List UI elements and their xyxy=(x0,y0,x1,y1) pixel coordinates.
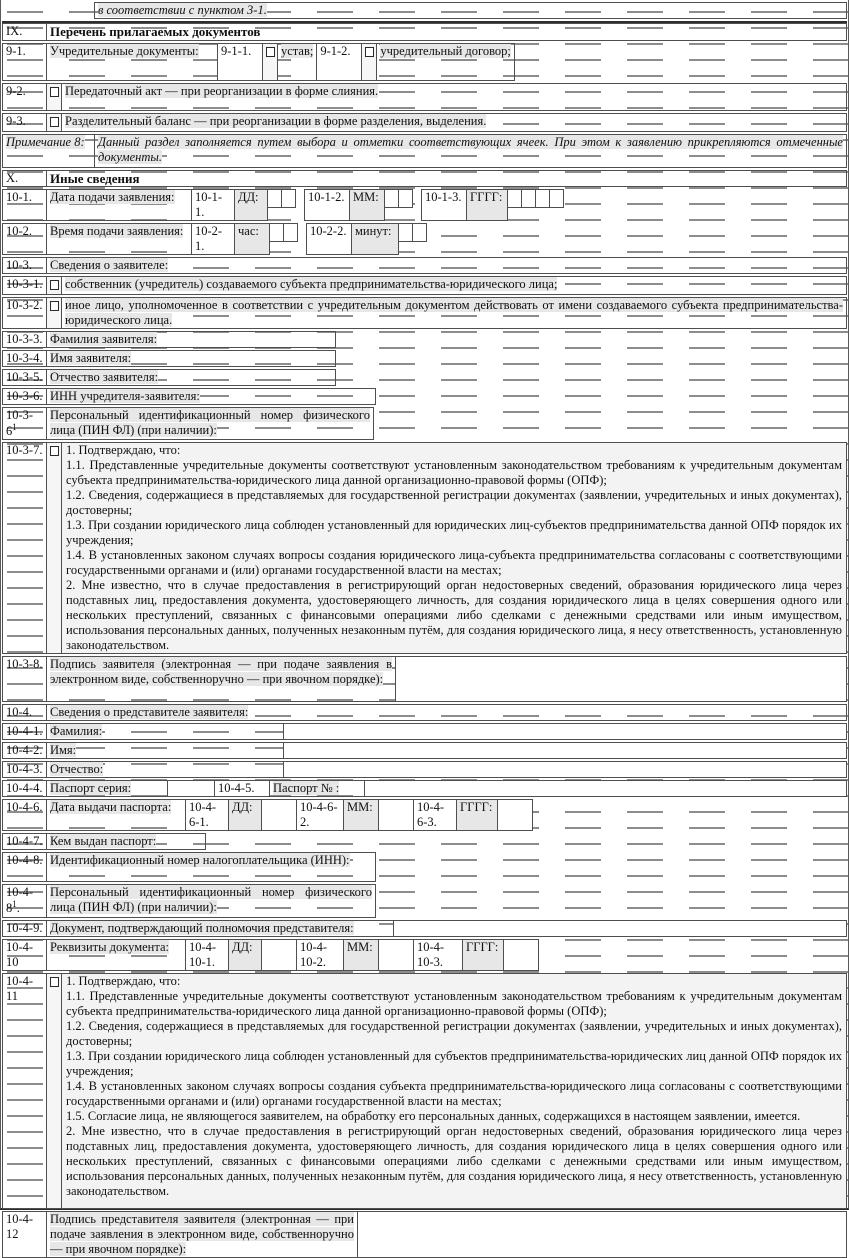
checkbox[interactable] xyxy=(46,973,62,1209)
row-number: 10-4-3. xyxy=(2,761,47,778)
row-number: 10-4-8. xyxy=(2,852,47,882)
field-label: Персональный идентификационный номер физического лица (ПИН ФЛ) (при наличии): xyxy=(46,884,376,917)
row-note-8 xyxy=(2,134,847,168)
digit-box[interactable] xyxy=(507,189,522,208)
row-10-1 xyxy=(2,189,847,221)
row-number: 10-4-6. xyxy=(2,799,47,831)
note-text: Данный раздел заполняется путем выбора и отметки соответствующих ячеек. При этом к заявлению прикрепляются отмеченные документы. xyxy=(94,134,847,168)
field-label: Подпись заявителя (электронная — при подаче заявления в электронном виде, собственноручно — при явочном порядке): xyxy=(46,656,396,702)
confirmation-paragraph: 1.4. В установленных законом случаях вопросы создания субъекта предпринимательства-юридического лица согласованы с соответствующими государственными органами и (или) органами государственной власти на местах; xyxy=(66,1078,842,1108)
row-10-3 xyxy=(2,257,847,274)
row-number: 10-3-2. xyxy=(2,297,47,329)
digit-cells xyxy=(269,223,298,255)
checkbox-icon xyxy=(50,977,59,987)
row-number: 10-3-4. xyxy=(2,350,47,367)
input-field[interactable] xyxy=(395,656,847,702)
digit-box[interactable] xyxy=(269,223,284,242)
spacer xyxy=(335,350,847,367)
confirmation-paragraph: 1.2. Сведения, содержащиеся в представляемых для государственной регистрации документах (заявлении, учредительных и иных документах), достоверны; xyxy=(66,1018,842,1048)
confirmation-text xyxy=(61,442,847,654)
option-label: Передаточный акт — при реорганизации в форме слияния. xyxy=(61,83,847,111)
row-10-4-10 xyxy=(2,939,847,971)
spacer xyxy=(532,799,847,831)
row-10-4-7 xyxy=(2,833,847,850)
row-number: IX. xyxy=(2,23,47,41)
note-label: Примечание 8: xyxy=(2,134,95,168)
spacer xyxy=(426,223,847,255)
field-label: Дата подачи заявления: xyxy=(46,189,192,221)
input-field[interactable] xyxy=(497,799,533,831)
row-number: 10-1. xyxy=(2,189,47,221)
confirmation-paragraph: 2. Мне известно, что в случае предоставления в регистрирующий орган недостоверных сведений, образования юридического лица через подставных лиц, предоставления документа, удостоверяющего личность, для создания юридического лица в целях совершения одного или нескольких преступлений, связанных с финансовыми операциями либо сделками с денежными средствами или иным имуществом, использования персональных данных, полученных незаконным путём, для создания юридического лица, я несу ответственность, установленную законодательством. xyxy=(66,1123,842,1198)
row-9-2 xyxy=(2,83,847,111)
checkbox-icon xyxy=(50,117,59,127)
option-label: Разделительный баланс — при реорганизации в форме разделения, выделения. xyxy=(61,113,847,132)
date-unit-label: ДД: xyxy=(234,189,268,221)
field-label: Подпись представителя заявителя (электронная — при подаче заявления в электронном виде, собственноручно — при явочном порядке): xyxy=(46,1211,358,1258)
confirmation-paragraph: 1.3. При создании юридического лица соблюден установленный для юридических лиц-субъектов предпринимательства данной ОПФ порядок их учреждения; xyxy=(66,518,842,548)
field-code: 10-4-5. xyxy=(214,780,270,797)
row-10-3-4 xyxy=(2,350,847,367)
row-number: 10-3-5. xyxy=(2,369,47,386)
spacer xyxy=(538,939,847,971)
row-section-x xyxy=(2,170,847,188)
input-field[interactable] xyxy=(378,799,414,831)
checkbox[interactable] xyxy=(46,442,62,654)
row-number: $10-4-8^1$. xyxy=(2,884,47,917)
digit-box[interactable] xyxy=(535,189,550,208)
digit-box[interactable] xyxy=(281,189,296,208)
section-title: Перечень прилагаемых документов xyxy=(46,23,847,41)
field-label: Фамилия: xyxy=(46,723,284,740)
digit-cells xyxy=(507,189,564,221)
confirmation-paragraph: 2. Мне известно, что в случае предоставления в регистрирующий орган недостоверных сведений, образования юридического лица через подставных лиц, предоставления документа, удостоверяющего личность, для создания юридического лица в целях совершения одного или нескольких преступлений, связанных с финансовыми операциями либо сделками с денежными средствами или иным имуществом, использования персональных данных, полученных незаконным путём, для создания юридического лица, я несу ответственность, установленную законодательством. xyxy=(66,578,842,653)
spacer xyxy=(2,2,95,19)
row-10-3-5 xyxy=(2,369,847,386)
option-label: устав; xyxy=(277,43,317,81)
row-number: 10-3-1. xyxy=(2,276,47,295)
row-number: 10-4-9. xyxy=(2,920,47,937)
field-code: 10-4-10-2. xyxy=(296,939,344,971)
row-10-3-2 xyxy=(2,297,847,329)
row-10-4-1 xyxy=(2,723,847,740)
row-10-4 xyxy=(2,704,847,721)
row-10-3-1 xyxy=(2,276,847,295)
row-continuation xyxy=(2,2,847,19)
date-unit-label: ГГГГ: xyxy=(466,189,508,221)
row-number: 10-3-3. xyxy=(2,331,47,348)
field-code: 10-1-2. xyxy=(304,189,350,221)
row-10-4-12 xyxy=(2,1211,847,1258)
section-title: Иные сведения xyxy=(46,170,847,188)
field-code: 10-2-2. xyxy=(306,223,352,255)
digit-cells xyxy=(384,189,413,221)
date-unit-label: ММ: xyxy=(349,189,385,221)
date-unit-label: минут: xyxy=(351,223,399,255)
digit-box[interactable] xyxy=(398,223,413,242)
date-unit-label: ГГГГ: xyxy=(456,799,498,831)
field-code: 10-4-10-3. xyxy=(413,939,463,971)
input-field[interactable] xyxy=(283,723,847,740)
checkbox[interactable] xyxy=(361,43,377,81)
row-10-3-6-1 xyxy=(2,407,847,440)
date-unit-label: ГГГГ: xyxy=(462,939,504,971)
row-10-4-2 xyxy=(2,742,847,759)
row-10-4-8 xyxy=(2,852,847,882)
checkbox[interactable] xyxy=(46,276,62,295)
date-unit-label: ДД: xyxy=(228,799,262,831)
confirmation-paragraph: 1.1. Представленные учредительные документы соответствуют установленным законодательством требованиям к учредительным документам субъекта предпринимательства-юридического лица данной организационно-правовой формы (ОПФ); xyxy=(66,458,842,488)
row-10-3-7 xyxy=(2,442,847,654)
digit-cells xyxy=(398,223,427,255)
date-unit-label: ММ: xyxy=(343,939,379,971)
field-label: Паспорт № : xyxy=(269,780,365,797)
spacer xyxy=(375,884,847,917)
input-field[interactable] xyxy=(283,742,847,759)
checkbox[interactable] xyxy=(262,43,278,81)
checkbox-icon xyxy=(50,301,59,311)
input-field[interactable] xyxy=(167,780,215,797)
confirmation-paragraph: 1. Подтверждаю, что: xyxy=(66,973,181,988)
field-label: Имя заявителя: xyxy=(46,350,336,367)
field-label: Дата выдачи паспорта: xyxy=(46,799,186,831)
spacer xyxy=(514,43,847,81)
field-code: 10-4-6-1. xyxy=(185,799,229,831)
checkbox-icon xyxy=(50,87,59,97)
date-unit-label: ДД: xyxy=(228,939,262,971)
digit-box[interactable] xyxy=(384,189,399,208)
field-code: 10-4-10-1. xyxy=(185,939,229,971)
field-code: 9-1-2. xyxy=(316,43,362,81)
row-9-1 xyxy=(2,43,847,81)
continuation-text: в соответствии с пунктом 3-1. xyxy=(94,2,847,19)
date-unit-label: час: xyxy=(234,223,270,255)
row-10-4-6 xyxy=(2,799,847,831)
row-number: 10-3-7. xyxy=(2,442,47,654)
row-number: 10-2. xyxy=(2,223,47,255)
input-field[interactable] xyxy=(503,939,539,971)
row-10-3-3 xyxy=(2,331,847,348)
field-label: Отчество: xyxy=(46,761,284,778)
checkbox-icon xyxy=(50,446,59,456)
spacer xyxy=(563,189,847,221)
confirmation-paragraph: 1.4. В установленных законом случаях вопросы создания юридического лица-субъекта предпринимательства согласованы с соответствующими государственными органами и (или) органами государственной власти на местах; xyxy=(66,548,842,578)
field-label: Отчество заявителя: xyxy=(46,369,336,386)
input-field[interactable] xyxy=(283,761,847,778)
row-number: 10-4. xyxy=(2,704,47,721)
field-code: 10-4-6-3. xyxy=(413,799,457,831)
confirmation-paragraph: 1.3. При создании юридического лица соблюден установленный для субъектов предпринимательства-юридических лиц данной ОПФ порядок их учреждения; xyxy=(66,1048,842,1078)
row-9-3 xyxy=(2,113,847,132)
field-code: 10-1-1. xyxy=(191,189,235,221)
field-label: Реквизиты документа: xyxy=(46,939,186,971)
input-field[interactable] xyxy=(261,799,297,831)
field-label: Персональный идентификационный номер физического лица (ПИН ФЛ) (при наличии): xyxy=(46,407,374,440)
field-label: Документ, подтверждающий полномочия представителя: xyxy=(46,920,394,937)
field-code: 10-1-3. xyxy=(421,189,467,221)
row-10-2 xyxy=(2,223,847,255)
row-section-ix xyxy=(2,21,847,41)
field-label: Паспорт серия: xyxy=(46,780,168,797)
checkbox-icon xyxy=(266,47,275,57)
row-number: 10-4-7. xyxy=(2,833,47,850)
confirmation-paragraph: 1.5. Согласие лица, не являющегося заявителем, на обработку его персональных данных, содержащихся в настоящем заявлении, имеется. xyxy=(66,1108,801,1123)
row-number: 10-3. xyxy=(2,257,47,274)
row-10-3-6 xyxy=(2,388,847,405)
field-label: Время подачи заявления: xyxy=(46,223,192,255)
row-number: 10-4-2. xyxy=(2,742,47,759)
row-number: 10-3-8. xyxy=(2,656,47,702)
confirmation-paragraph: 1.1. Представленные учредительные документы соответствуют установленным законодательством требованиям к учредительным документам субъекта предпринимательства-юридического лица данной организационно-правовой формы (ОПФ); xyxy=(66,988,842,1018)
digit-box[interactable] xyxy=(412,223,427,242)
row-number: $10-3-6^1$ xyxy=(2,407,47,440)
row-10-3-8 xyxy=(2,656,847,702)
row-number: 10-4-4. xyxy=(2,780,47,797)
field-label: ИНН учредителя-заявителя: xyxy=(46,388,376,405)
checkbox-icon xyxy=(365,47,374,57)
row-number: 9-3. xyxy=(2,113,47,132)
row-number: 10-4-10 xyxy=(2,939,47,971)
digit-box[interactable] xyxy=(267,189,282,208)
spacer xyxy=(205,833,847,850)
field-label: Идентификационный номер налогоплательщика (ИНН): xyxy=(46,852,376,882)
spacer xyxy=(375,388,847,405)
spacer xyxy=(373,407,847,440)
input-field[interactable] xyxy=(364,780,847,797)
field-code: 9-1-1. xyxy=(217,43,263,81)
input-field[interactable] xyxy=(357,1211,847,1258)
row-number: 10-4-12 xyxy=(2,1211,47,1258)
field-code: 10-4-6-2. xyxy=(296,799,344,831)
input-field[interactable] xyxy=(378,939,414,971)
row-number: 10-4-11 xyxy=(2,973,47,1209)
checkbox-icon xyxy=(50,280,59,290)
field-label: Кем выдан паспорт: xyxy=(46,833,206,850)
confirmation-text xyxy=(61,973,847,1209)
row-10-4-3 xyxy=(2,761,847,778)
row-10-4-8-1 xyxy=(2,884,847,917)
digit-box[interactable] xyxy=(398,189,413,208)
field-label: Имя: xyxy=(46,742,284,759)
field-label: Учредительные документы: xyxy=(46,43,218,81)
row-number: 10-4-1. xyxy=(2,723,47,740)
field-label: Фамилия заявителя: xyxy=(46,331,336,348)
field-code: 10-2-1. xyxy=(191,223,235,255)
row-10-4-9 xyxy=(2,920,847,937)
input-field[interactable] xyxy=(393,920,847,937)
date-unit-label: ММ: xyxy=(343,799,379,831)
input-field[interactable] xyxy=(261,939,297,971)
digit-box[interactable] xyxy=(521,189,536,208)
confirmation-paragraph: 1. Подтверждаю, что: xyxy=(66,443,181,458)
spacer xyxy=(335,331,847,348)
spacer xyxy=(375,852,847,882)
row-10-4-4 xyxy=(2,780,847,797)
row-10-4-11 xyxy=(2,973,847,1209)
row-number: 9-1. xyxy=(2,43,47,81)
checkbox[interactable] xyxy=(46,113,62,132)
subsection-title: Сведения о заявителе: xyxy=(46,257,847,274)
row-number: X. xyxy=(2,170,47,188)
option-label: собственник (учредитель) создаваемого субъекта предпринимательства-юридического лица; xyxy=(61,276,847,295)
checkbox[interactable] xyxy=(46,83,62,111)
option-label: учредительный договор; xyxy=(376,43,515,81)
digit-box[interactable] xyxy=(283,223,298,242)
checkbox[interactable] xyxy=(46,297,62,329)
digit-cells xyxy=(267,189,296,221)
option-label: иное лицо, уполномоченное в соответствии с учредительным документом действовать от имени создаваемого субъекта предпринимательства-юридического лица. xyxy=(61,297,847,329)
subsection-title: Сведения о представителе заявителя: xyxy=(46,704,847,721)
spacer xyxy=(335,369,847,386)
row-number: 9-2. xyxy=(2,83,47,111)
digit-box[interactable] xyxy=(549,189,564,208)
row-number: 10-3-6. xyxy=(2,388,47,405)
confirmation-paragraph: 1.2. Сведения, содержащиеся в представляемых для государственной регистрации документах (заявлении, учредительных и иных документах), достоверны; xyxy=(66,488,842,518)
